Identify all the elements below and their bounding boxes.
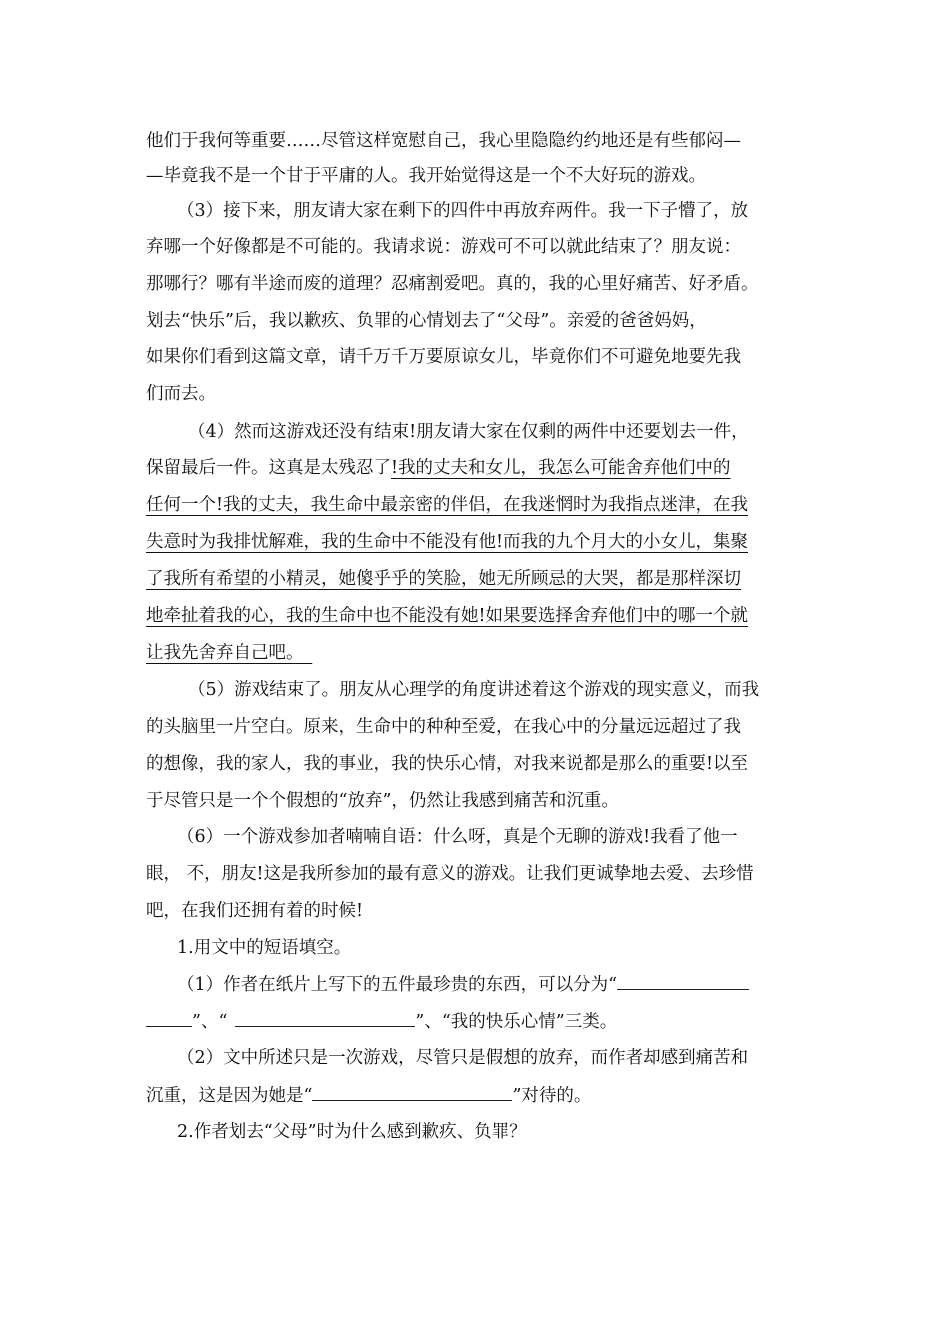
question-1-1-line bbox=[146, 1006, 810, 1036]
answer-blank[interactable] bbox=[146, 1006, 192, 1027]
answer-blank[interactable] bbox=[235, 1006, 415, 1027]
underlined-passage: 让我先舍弃自己吧。 bbox=[146, 643, 295, 663]
question-1-title: 1.用文中的短语填空。 bbox=[177, 938, 352, 958]
question-1-1-line bbox=[177, 969, 817, 999]
paragraph-3-line: （3）接下来，朋友请大家在剩下的四件中再放弃两件。我一下子懵了，放 bbox=[177, 201, 749, 221]
paragraph-3-line: 弃哪一个好像都是不可能的。我请求说：游戏可不可以就此结束了？朋友说： bbox=[146, 237, 741, 257]
paragraph-4-line bbox=[146, 490, 810, 520]
paragraph-3-line: 划去“快乐”后，我以歉疚、负罪的心情划去了“父母”。亲爱的爸爸妈妈， bbox=[146, 311, 707, 331]
answer-blank[interactable] bbox=[312, 1080, 512, 1101]
question-text: ”对待的。 bbox=[512, 1086, 592, 1106]
paragraph-3-line: 如果你们看到这篇文章，请千万千万要原谅女儿，毕竟你们不可避免地要先我 bbox=[146, 347, 741, 367]
paragraph-5-line: 于尽管只是一个个假想的“放弃”，仍然让我感到痛苦和沉重。 bbox=[146, 791, 619, 811]
underlined-passage: 失意时为我排忧解难，我的生命中不能没有他!而我的九个月大的小女儿，集聚 bbox=[146, 532, 749, 552]
paragraph-4-line bbox=[146, 601, 810, 631]
paragraph-4-line bbox=[146, 564, 810, 594]
paragraph-3-line: 那哪行？哪有半途而废的道理？忍痛割爱吧。真的，我的心里好痛苦、好矛盾。 bbox=[146, 274, 759, 294]
question-text: ”、“ bbox=[192, 1012, 228, 1032]
answer-blank[interactable] bbox=[617, 969, 749, 990]
underlined-passage: 地牵扯着我的心，我的生命中也不能没有她!如果要选择舍弃他们中的哪一个就 bbox=[146, 606, 749, 626]
underlined-passage: !我的丈夫和女儿，我怎么可能舍弃他们中的 bbox=[391, 458, 731, 478]
paragraph-5-line: 的头脑里一片空白。原来，生命中的种种至爱，在我心中的分量远远超过了我 bbox=[146, 717, 741, 737]
paragraph-3-line: 们而去。 bbox=[146, 384, 216, 404]
paragraph-4-text: 保留最后一件。这真是太残忍了 bbox=[146, 458, 391, 478]
question-text: 沉重，这是因为她是“ bbox=[146, 1086, 313, 1106]
paragraph-5-line: 的想像，我的家人，我的事业，我的快乐心情，对我来说都是那么的重要!以至 bbox=[146, 754, 749, 774]
paragraph-6-line: 眼， 不，朋友!这是我所参加的最有意义的游戏。让我们更诚挚地去爱、去珍惜 bbox=[146, 864, 754, 884]
paragraph-6-line: 吧，在我们还拥有着的时候! bbox=[146, 901, 364, 921]
paragraph-4-line bbox=[146, 638, 810, 668]
question-1-2-line bbox=[146, 1080, 810, 1110]
question-text: ”、“我的快乐心情”三类。 bbox=[415, 1012, 618, 1032]
paragraph-4-line bbox=[146, 527, 810, 557]
paragraph-6-line: （6）一个游戏参加者喃喃自语：什么呀，真是个无聊的游戏!我看了他一 bbox=[177, 827, 738, 847]
question-text: （1）作者在纸片上写下的五件最珍贵的东西，可以分为“ bbox=[177, 975, 618, 995]
underlined-passage: 任何一个!我的丈夫，我生命中最亲密的伴侣，在我迷惘时为我指点迷津，在我 bbox=[146, 495, 749, 515]
text-line: —毕竟我不是一个甘于平庸的人。我开始觉得这是一个不大好玩的游戏。 bbox=[146, 166, 706, 186]
paragraph-4-line bbox=[146, 453, 810, 483]
paragraph-5-line: （5）游戏结束了。朋友从心理学的角度讲述着这个游戏的现实意义，而我 bbox=[188, 680, 760, 700]
paragraph-4-line: （4）然而这游戏还没有结束!朋友请大家在仅剩的两件中还要划去一件， bbox=[188, 422, 749, 442]
question-2-title: 2.作者划去“父母”时为什么感到歉疚、负罪？ bbox=[177, 1122, 527, 1142]
underlined-passage: 了我所有希望的小精灵，她傻乎乎的笑脸，她无所顾忌的大哭，都是那样深切 bbox=[146, 569, 741, 589]
question-1-2-line: （2）文中所述只是一次游戏，尽管只是假想的放弃，而作者却感到痛苦和 bbox=[177, 1048, 749, 1068]
text-line: 他们于我何等重要……尽管这样宽慰自己，我心里隐隐约约地还是有些郁闷— bbox=[146, 131, 741, 151]
